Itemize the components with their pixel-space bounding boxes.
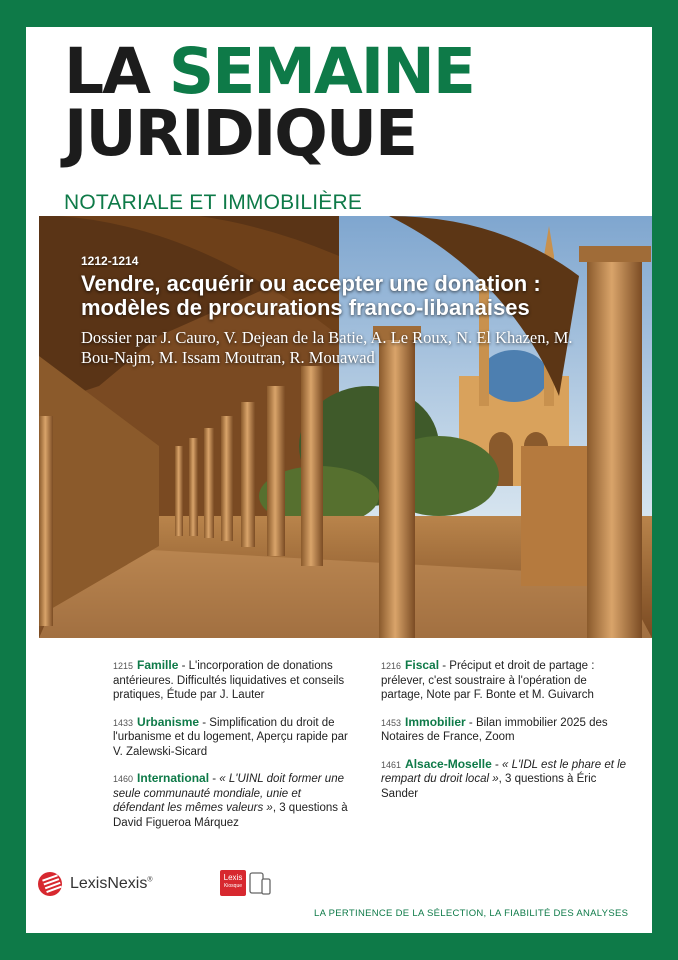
toc-item[interactable] xyxy=(381,757,631,802)
toc-item[interactable] xyxy=(113,715,353,760)
toc-number: 1215 xyxy=(113,661,134,671)
toc-separator: - xyxy=(209,773,220,785)
lexis-kiosque-badge[interactable]: Lexis Kiosque xyxy=(220,870,246,896)
toc-category: Immobilier xyxy=(405,714,466,729)
toc-right-column xyxy=(381,658,631,813)
masthead-line-1 xyxy=(64,35,474,108)
toc-separator: - xyxy=(491,758,502,771)
publication-subtitle: NOTARIALE ET IMMOBILIÈRE xyxy=(64,191,363,214)
toc-category: Famille xyxy=(137,658,179,672)
toc-quote: « L'IDL est le phare et le rempart du droit local » xyxy=(381,758,627,785)
toc-category: Fiscal xyxy=(405,658,440,672)
toc-item[interactable] xyxy=(381,715,631,745)
toc-text: - Préciput et droit de partage : prélever, c'est soustraire à l'opération de partage, Note par F. Bonte et M. Guivarch xyxy=(381,660,595,701)
toc-item[interactable] xyxy=(381,658,631,703)
cover-photo xyxy=(39,216,652,638)
toc-quote: « L'UINL doit former une seule communauté mondiale, unie et défendant les mêmes valeurs » xyxy=(113,773,344,814)
devices-icon xyxy=(249,869,271,897)
masthead-semaine: SEMAINE xyxy=(168,35,474,108)
toc-category: Alsace-Moselle xyxy=(405,756,492,771)
toc-number: 1461 xyxy=(381,759,402,770)
lexisnexis-logo[interactable] xyxy=(38,872,153,896)
cover-story-authors: Dossier par J. Cauro, V. Dejean de la Batie, A. Le Roux, N. El Khazen, M. Bou-Najm, M. Issam Moutran, R. Mouawad xyxy=(81,328,573,367)
toc-text-rest: , 3 questions à David Figueroa Márquez xyxy=(113,802,348,829)
masthead-line-2: JURIDIQUE xyxy=(64,97,417,170)
toc-number: 1460 xyxy=(113,774,134,784)
toc-text: - Simplification du droit de l'urbanisme et du logement, Aperçu rapide par V. Zalewski-Sicard xyxy=(113,716,348,758)
toc-number: 1453 xyxy=(381,717,402,728)
masthead-la: LA xyxy=(64,35,169,108)
toc-number: 1216 xyxy=(381,661,402,671)
toc-text-rest: , 3 questions à Éric Sander xyxy=(381,773,597,800)
toc-text: - L'incorporation de donations antérieures. Difficultés liquidatives et conseils pratiques, Étude par J. Lauter xyxy=(113,660,345,701)
toc-category: Urbanisme xyxy=(137,714,200,729)
toc-left-column xyxy=(113,658,353,842)
toc-item[interactable] xyxy=(113,658,353,703)
cover-story-title: Vendre, acquérir ou accepter une donation : modèles de procurations franco-libanaises xyxy=(81,271,541,320)
toc-category: International xyxy=(137,771,210,785)
toc-item[interactable] xyxy=(113,771,353,830)
lexisnexis-emblem-icon xyxy=(38,872,62,896)
publisher-name: LexisNexis® xyxy=(70,875,153,892)
toc-number: 1433 xyxy=(113,717,134,728)
toc-text: - Bilan immobilier 2025 des Notaires de France, Zoom xyxy=(381,716,608,743)
cover-story xyxy=(81,254,601,368)
footer-tagline: LA PERTINENCE DE LA SÉLECTION, LA FIABILITÉ DES ANALYSES xyxy=(314,908,629,919)
cover-story-ref: 1212-1214 xyxy=(81,254,139,268)
